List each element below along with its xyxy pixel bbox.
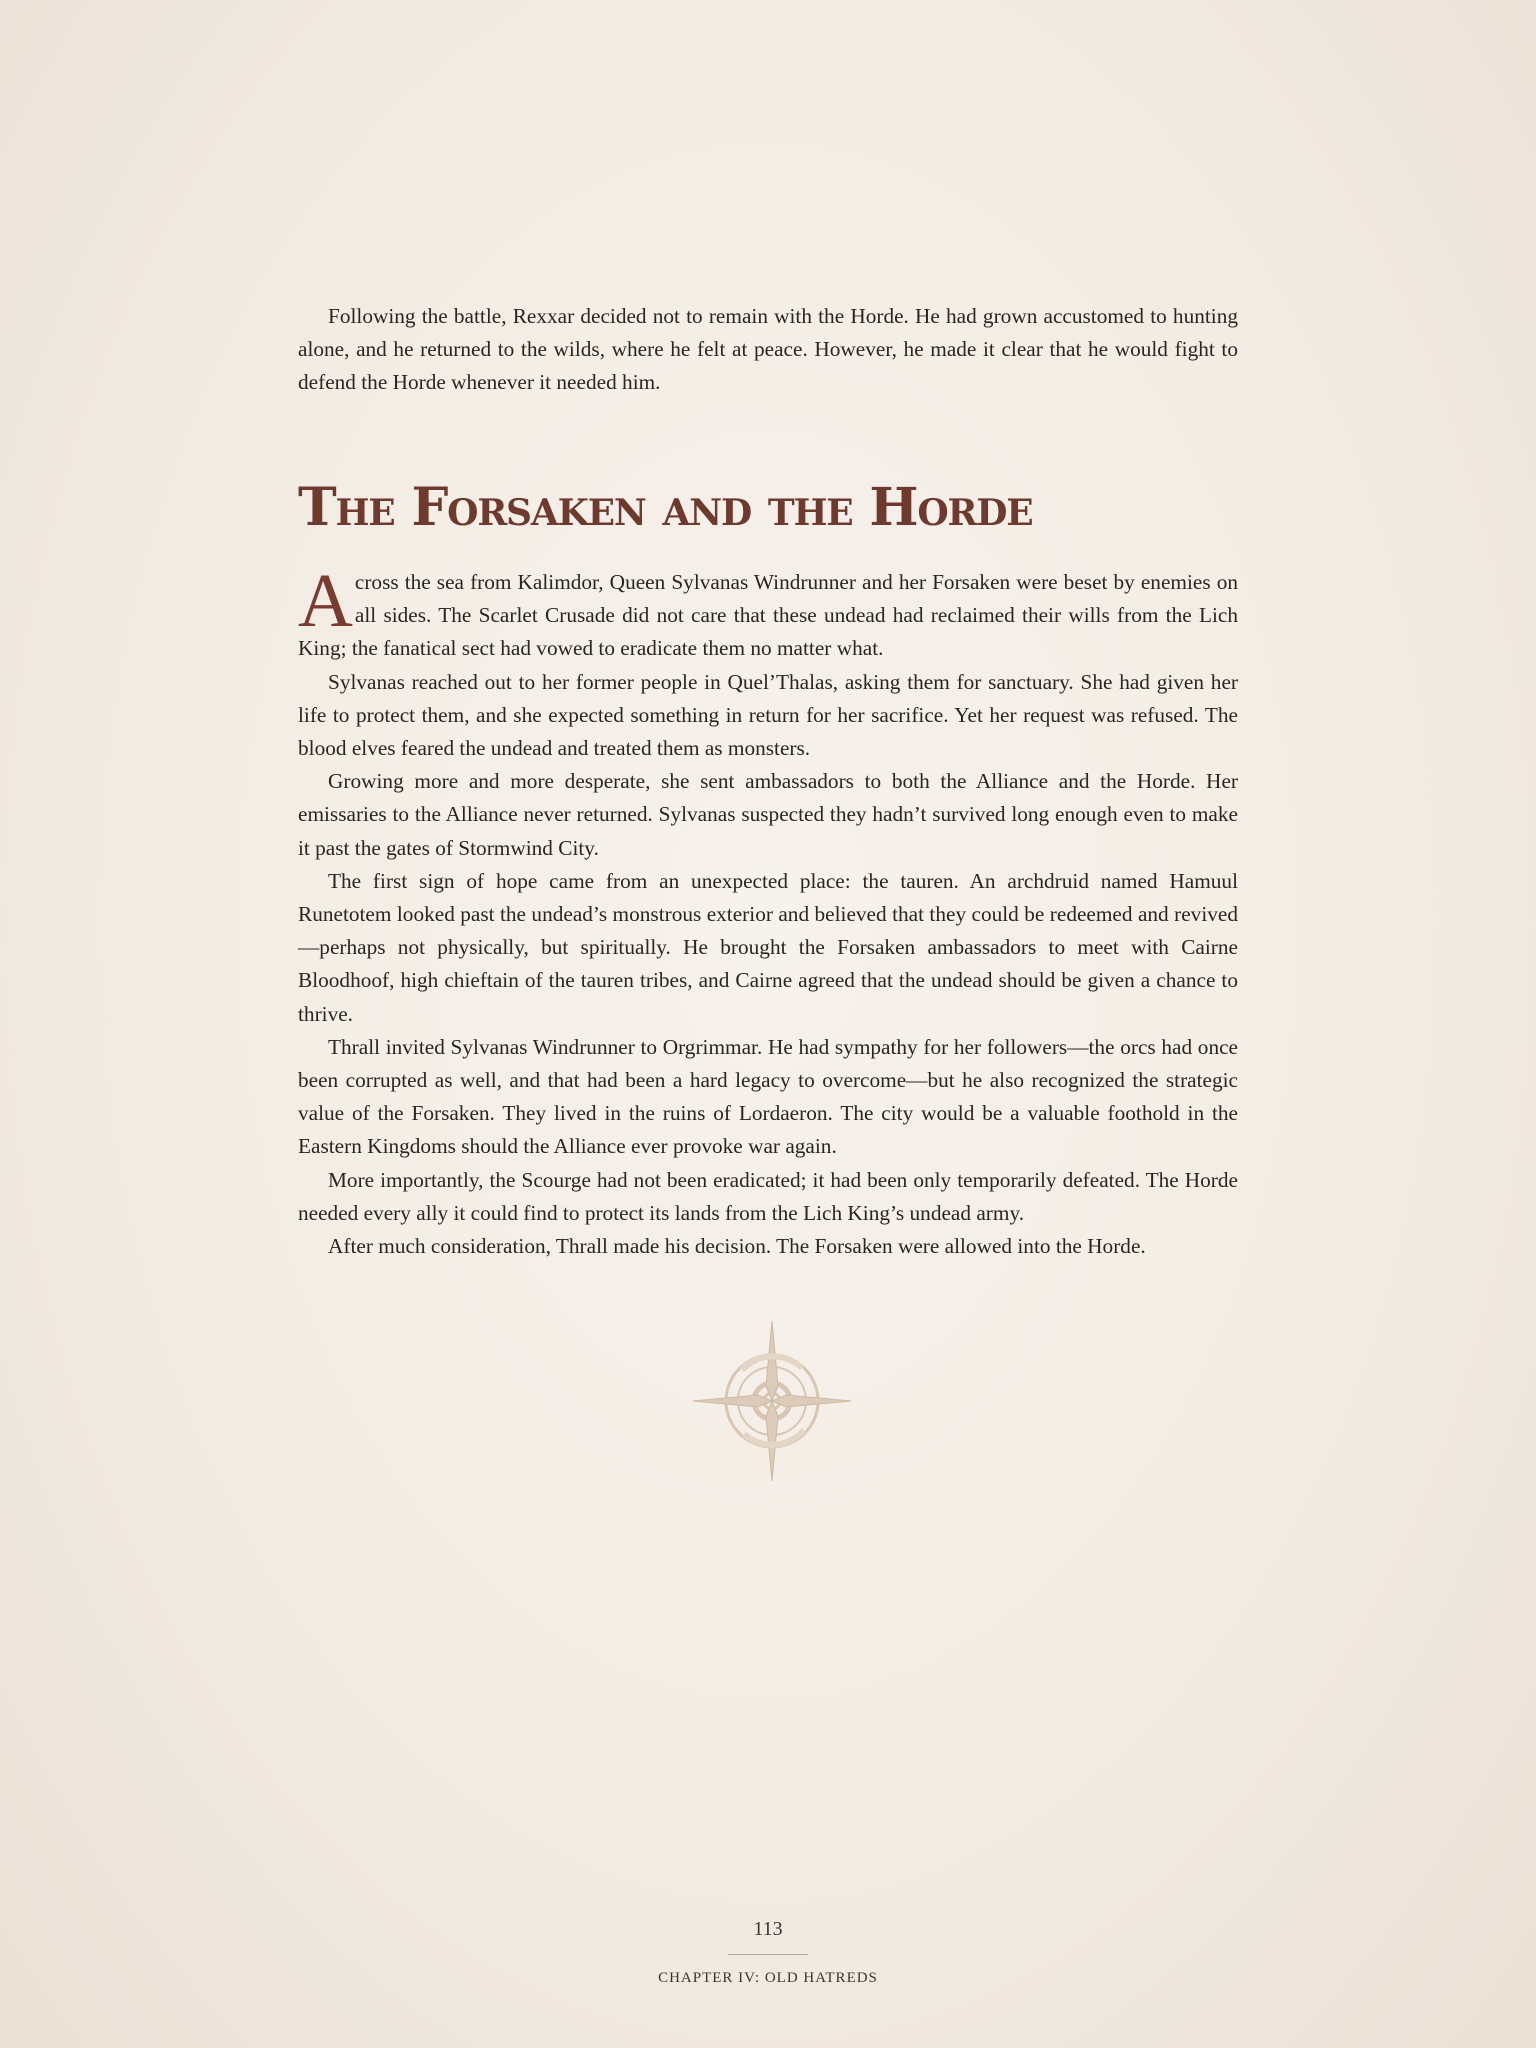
intro-text: [298, 300, 1238, 400]
section-title: The Forsaken and the Horde: [298, 477, 1033, 538]
paragraph-6: More importantly, the Scourge had not been eradicated; it had been only temporarily defeated. The Horde needed every ally it could find to protect its lands from the Lich King’s undead army.: [298, 1167, 1238, 1225]
paragraph-7: After much consideration, Thrall made his decision. The Forsaken were allowed into the Horde.: [328, 1234, 1146, 1259]
compass-rose-icon: [692, 1320, 852, 1482]
section-body: [298, 559, 1238, 1263]
paragraph-2: Sylvanas reached out to her former people in Quel’Thalas, asking them for sanctuary. She had given her life to protect them, and she expected something in return for her sacrifice. Yet her request was refused. The blood elves feared the undead and treated them as monsters.: [298, 669, 1238, 761]
drop-cap: A: [298, 559, 353, 643]
footer-divider: [728, 1954, 808, 1955]
chapter-footer: CHAPTER IV: OLD HATREDS: [658, 1970, 878, 1986]
page-number: 113: [753, 1918, 783, 1940]
paragraph-4: The first sign of hope came from an unexpected place: the tauren. An archdruid named Hamuul Runetotem looked past the undead’s monstrous exterior and believed that they could be redeemed and revived—perhaps not physically, but spiritually. He brought the Forsaken ambassadors to meet with Cairne Bloodhoof, high chieftain of the tauren tribes, and Cairne agreed that the undead should be given a chance to thrive.: [298, 868, 1238, 1026]
intro-paragraph: Following the battle, Rexxar decided not to remain with the Horde. He had grown accustomed to hunting alone, and he returned to the wilds, where he felt at peace. However, he made it clear that he would fight to defend the Horde whenever it needed him.: [298, 304, 1238, 395]
paragraph-5: Thrall invited Sylvanas Windrunner to Orgrimmar. He had sympathy for her followers—the orcs had once been corrupted as well, and that had been a hard legacy to overcome—but he also recognized the strategic value of the Forsaken. They lived in the ruins of Lordaeron. The city would be a valuable foothold in the Eastern Kingdoms should the Alliance ever provoke war again.: [298, 1034, 1238, 1159]
paragraph-3: Growing more and more desperate, she sent ambassadors to both the Alliance and the Horde. Her emissaries to the Alliance never returned. Sylvanas suspected they hadn’t survived long enough even to make it past the gates of Stormwind City.: [298, 769, 1238, 860]
paragraph-1: [298, 559, 1238, 666]
paragraph-1-text: cross the sea from Kalimdor, Queen Sylvanas Windrunner and her Forsaken were beset by enemies on all sides. The Scarlet Crusade did not care that these undead had reclaimed their wills from the Lich King; the fanatical sect had vowed to eradicate them no matter what.: [298, 570, 1238, 661]
